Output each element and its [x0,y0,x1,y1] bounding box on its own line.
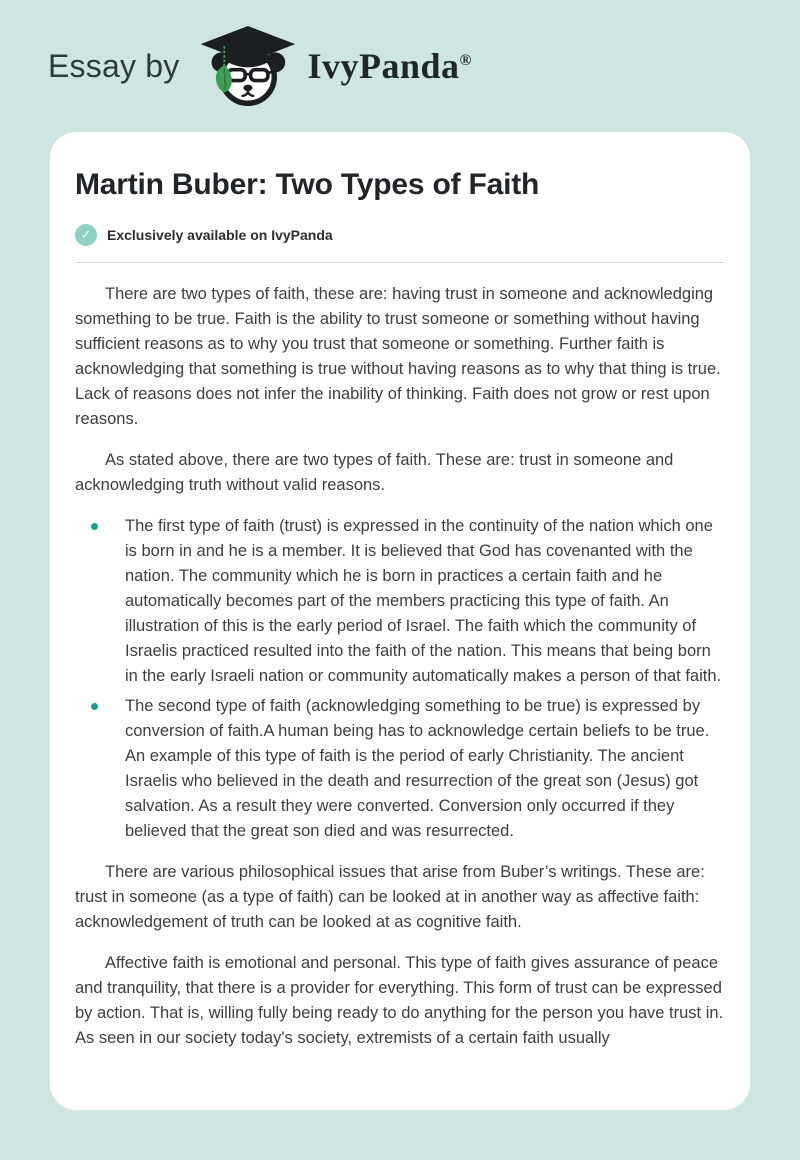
brand-name [307,45,472,87]
availability-badge [75,224,725,246]
essay-title: Martin Buber: Two Types of Faith [75,168,540,201]
list-item-first-faith-type: The first type of faith (trust) is expressed in the continuity of the nation which one is born in and he is a member. It is believed that God has covenanted with the nation. The community which he is born in practices a certain faith and he automatically becomes part of the members practicing this type of faith. An illustration of this is the early period of Israel. The faith which the community of Israelis practiced resulted into the faith of the nation. This means that being born in the early Israeli nation or community automatically makes a person of that faith. [125,514,725,689]
ivypanda-panda-logo-icon [197,24,297,108]
availability-text: Exclusively available on IvyPanda [107,227,333,243]
paragraph-two-types: As stated above, there are two types of faith. These are: trust in someone and acknowledging truth without valid reasons. [75,451,674,494]
paragraph-affective-faith: Affective faith is emotional and personal. This type of faith gives assurance of peace and tranquility, that there is a provider for everything. This form of trust can be expressed by action. That is, willing fully being ready to do anything for the person you have trust in. As seen in our society today's society, extremists of a certain faith usually [75,954,724,1047]
paragraph-intro: There are two types of faith, these are: having trust in someone and acknowledging something to be true. Faith is the ability to trust someone or something without having sufficient reasons as to why you trust that someone or something. Further faith is acknowledging that something is true without having reasons as to why that thing is true. Lack of reasons does not infer the inability of thinking. Faith does not grow or rest upon reasons. [75,285,721,428]
registered-trademark-symbol: ® [459,52,472,69]
faith-types-list [75,514,725,844]
essay-card [50,132,750,1110]
header-prefix: Essay by [48,47,180,84]
paragraph-philosophical-issues: There are various philosophical issues that arise from Buber’s writings. These are: trust in someone (as a type of faith) can be looked at in another way as affective faith: acknowledgement of truth can be looked at as cognitive faith. [75,863,705,931]
divider [75,262,725,263]
check-icon: ✓ [75,224,97,246]
list-item-second-faith-type: The second type of faith (acknowledging something to be true) is expressed by conversion of faith.A human being has to acknowledge certain beliefs to be true. An example of this type of faith is the period of early Christianity. The ancient Israelis who believed in the death and resurrection of the great son (Jesus) got salvation. As a result they were converted. Conversion only occurred if they believed that the great son died and was resurrected. [125,694,725,844]
brand-text: IvyPanda [307,46,460,86]
header [0,0,800,132]
